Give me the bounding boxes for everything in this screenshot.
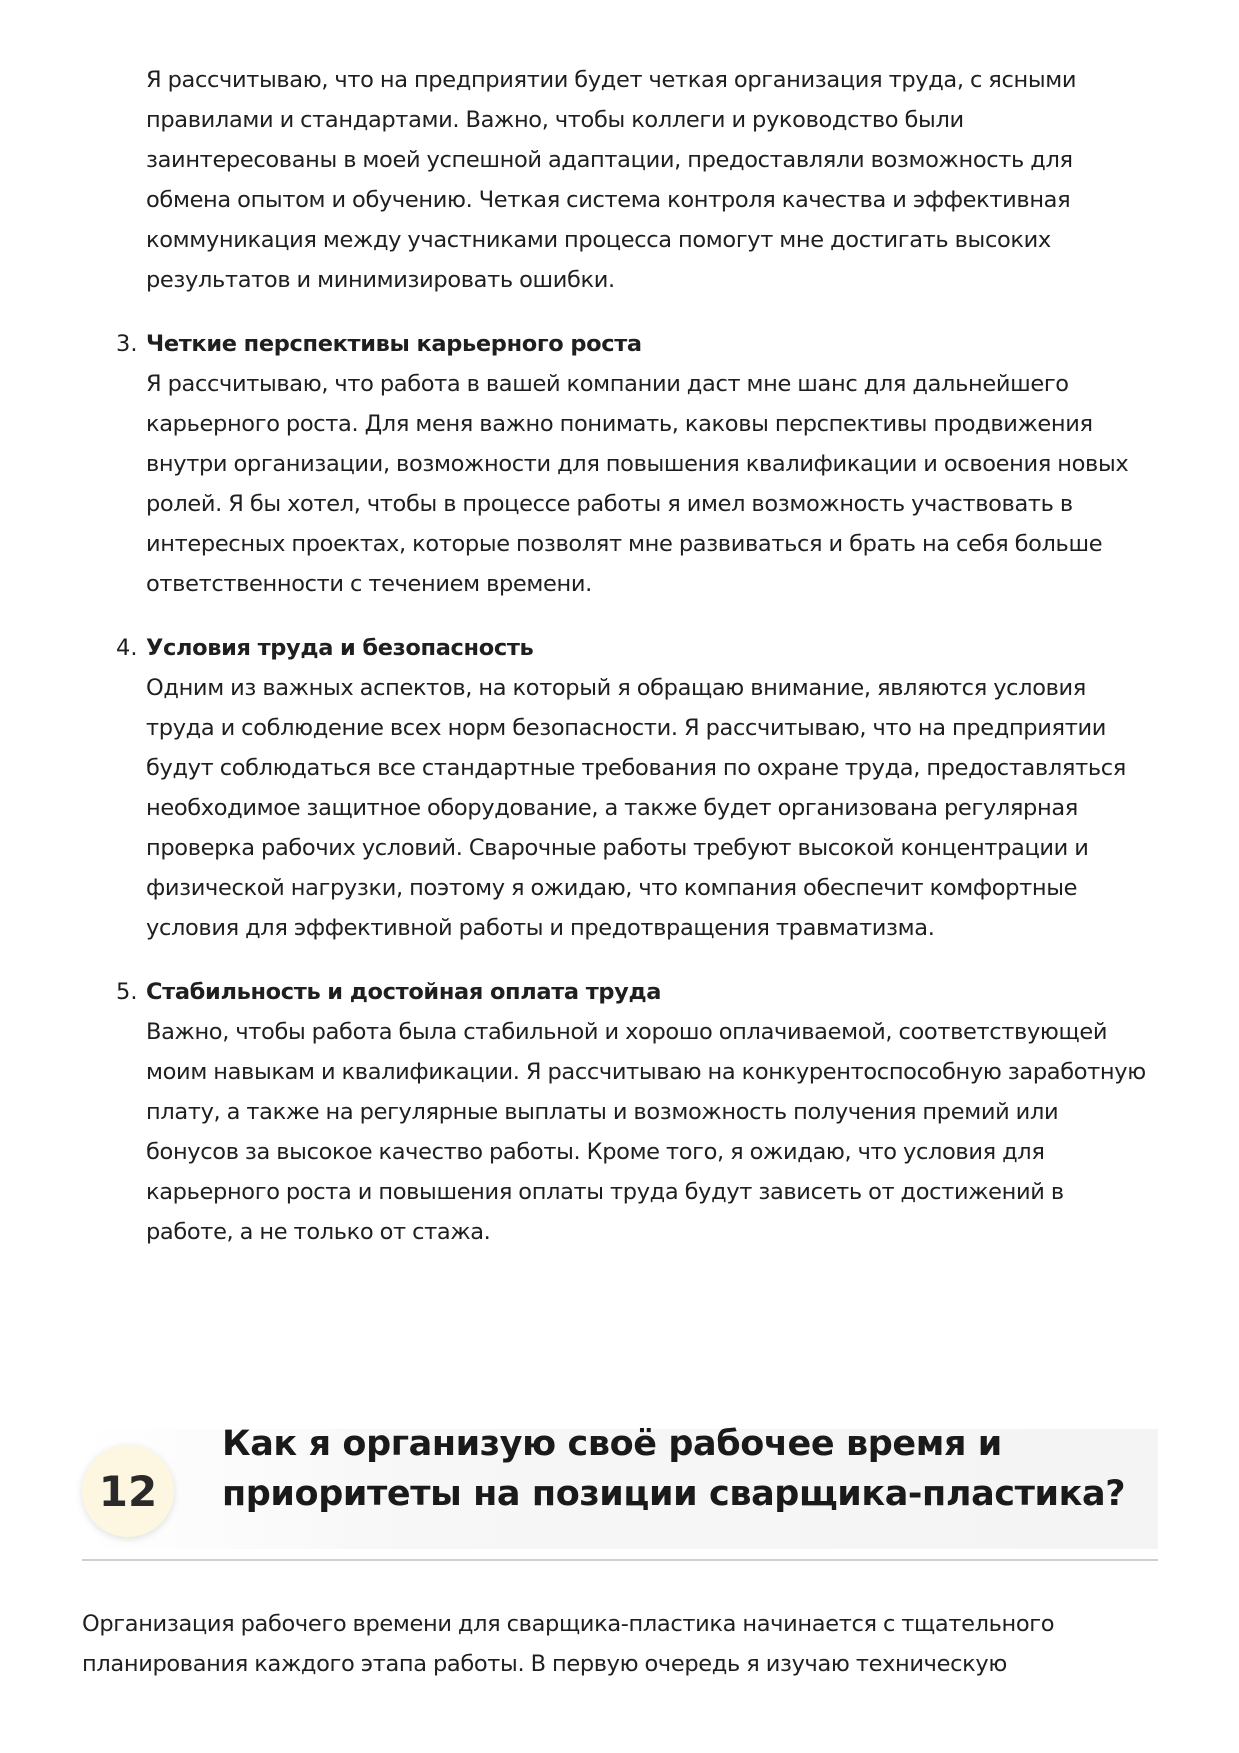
list-item-number: 5. (116, 979, 138, 1005)
list-item-title: Стабильность и достойная оплата труда (146, 979, 662, 1005)
list-item-number: 4. (116, 635, 138, 661)
section-divider (82, 1559, 1158, 1561)
list-item (116, 324, 1146, 604)
list-item (116, 972, 1146, 1252)
section-title: Как я организую своё рабочее время и приоритеты на позиции сварщика-пластика? (222, 1424, 1126, 1514)
list-item-text: Я рассчитываю, что работа в вашей компании даст мне шанс для дальнейшего карьерного роста. Для меня важно понимать, каковы перспективы продвижения внутри организации, возможности для повышения квалификации и освоения новых ролей. Я бы хотел, чтобы в процессе работы я имел возможность участвовать в интересных проектах, которые позволят мне развиваться и брать на себя больше ответственности с течением времени. (146, 371, 1129, 597)
expectations-list (116, 60, 1146, 1252)
list-item-text: Одним из важных аспектов, на который я обращаю внимание, являются условия труда и соблюдение всех норм безопасности. Я рассчитываю, что на предприятии будут соблюдаться все стандартные требования по охране труда, предоставляться необходимое защитное оборудование, а также будет организована регулярная проверка рабочих условий. Сварочные работы требуют высокой концентрации и физической нагрузки, поэтому я ожидаю, что компания обеспечит комфортные условия для эффективной работы и предотвращения травматизма. (146, 675, 1126, 941)
list-item-title: Условия труда и безопасность (146, 635, 534, 661)
section-intro-paragraph: Организация рабочего времени для сварщика-пластика начинается с тщательного планирования каждого этапа работы. В первую очередь я изучаю техническую (82, 1611, 1055, 1677)
continuation-paragraph: Я рассчитываю, что на предприятии будет четкая организация труда, с ясными правилами и стандартами. Важно, чтобы коллеги и руководство были заинтересованы в моей успешной адаптации, предоставляли возможность для обмена опытом и обучению. Четкая система контроля качества и эффективная коммуникация между участниками процесса помогут мне достигать высоких результатов и минимизировать ошибки. (146, 67, 1077, 293)
section-number-badge: 12 (82, 1445, 174, 1537)
list-item (116, 628, 1146, 948)
section-header (82, 1419, 1158, 1561)
list-item-title: Четкие перспективы карьерного роста (146, 331, 642, 357)
list-item-number: 3. (116, 331, 138, 357)
list-item-text: Важно, чтобы работа была стабильной и хорошо оплачиваемой, соответствующей моим навыкам и квалификации. Я рассчитываю на конкурентоспособную заработную плату, а также на регулярные выплаты и возможность получения премий или бонусов за высокое качество работы. Кроме того, я ожидаю, что условия для карьерного роста и повышения оплаты труда будут зависеть от достижений в работе, а не только от стажа. (146, 1019, 1146, 1245)
